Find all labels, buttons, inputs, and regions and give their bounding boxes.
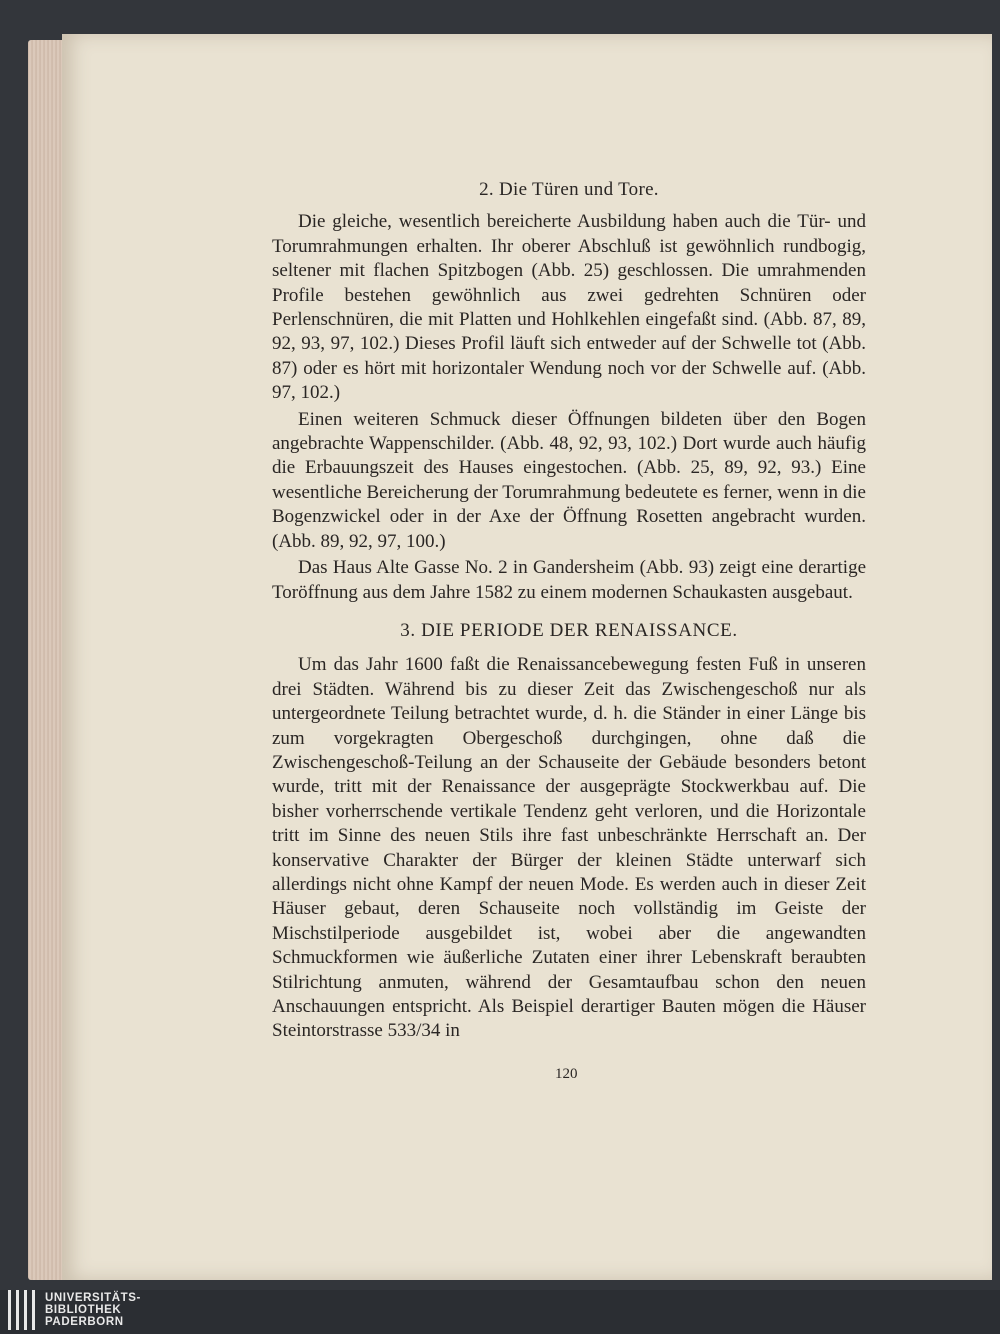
library-logo xyxy=(8,1288,141,1332)
logo-line: UNIVERSITÄTS- xyxy=(45,1292,141,1304)
paragraph: Die gleiche, wesentlich bereicherte Ausbildung haben auch die Tür- und Torumrahmungen erhalten. Ihr oberer Abschluß ist gewöhnlich rundbogig, seltener mit flachen Spitzbogen (Abb. 25) geschlossen. Die umrahmenden Profile bestehen gewöhnlich aus zwei gedrehten Schnüren oder Perlenschnüren, die mit Platten und Hohlkehlen eingefaßt sind. (Abb. 87, 89, 92, 93, 97, 102.) Dieses Profil läuft sich entweder auf der Schwelle tot (Abb. 87) oder es hört mit horizontaler Wendung noch vor der Schwelle auf. (Abb. 97, 102.) xyxy=(272,211,866,404)
section-heading-doors: 2. Die Türen und Tore. xyxy=(479,179,659,200)
page-text xyxy=(272,178,866,1046)
library-logo-text xyxy=(45,1292,141,1328)
page-number: 120 xyxy=(555,1066,578,1082)
paragraph: Das Haus Alte Gasse No. 2 in Gandersheim (Abb. 93) zeigt eine derartige Toröffnung aus dem Jahre 1582 zu einem modernen Schaukasten ausgebaut. xyxy=(272,557,866,603)
logo-line: BIBLIOTHEK xyxy=(45,1304,122,1316)
library-logo-icon xyxy=(8,1290,35,1330)
section-heading-renaissance: 3. DIE PERIODE DER RENAISSANCE. xyxy=(400,619,738,641)
paragraph: Um das Jahr 1600 faßt die Renaissancebewegung festen Fuß in unseren drei Städten. Während bis zu dieser Zeit das Zwischengeschoß nur als untergeordnete Teilung betrachtet wurde, d. h. die Ständer in einer Länge bis zum vorgekragten Obergeschoß durchgingen, ohne daß die Zwischengeschoß-Teilung an der Schauseite der Gebäude besonders betont wurde, tritt mit der Renaissance der ausgeprägte Stockwerkbau auf. Die bisher vorherrschende vertikale Tendenz geht verloren, und die Horizontale tritt im Sinne des neuen Stils ihre fast unbeschränkte Herrschaft an. Der konservative Charakter der Bürger der kleinen Städte unterwarf sich allerdings nicht ohne Kampf der neuen Mode. Es werden auch in dieser Zeit Häuser gebaut, deren Schauseite noch vollständig im Geiste der Mischstilperiode ausgebildet ist, wobei aber die angewandten Schmuckformen wie äußerliche Zutaten einer ihrer Lebenskraft beraubten Stilrichtung anmuten, während der Gesamtaufbau schon den neuen Anschauungen entspricht. Als Beispiel derartiger Bauten mögen die Häuser Steintorstrasse 533/34 in xyxy=(272,654,866,1042)
paragraph: Einen weiteren Schmuck dieser Öffnungen bildeten über den Bogen angebrachte Wappenschilder. (Abb. 48, 92, 93, 102.) Dort wurde auch häufig die Erbauungszeit des Hauses eingestochen. (Abb. 25, 89, 92, 93.) Eine wesentliche Bereicherung der Torumrahmung bedeutete es ferner, wenn in die Bogenzwickel oder in der Axe der Öffnung Rosetten angebracht wurden. (Abb. 89, 92, 97, 100.) xyxy=(272,408,866,552)
logo-line: PADERBORN xyxy=(45,1316,124,1328)
